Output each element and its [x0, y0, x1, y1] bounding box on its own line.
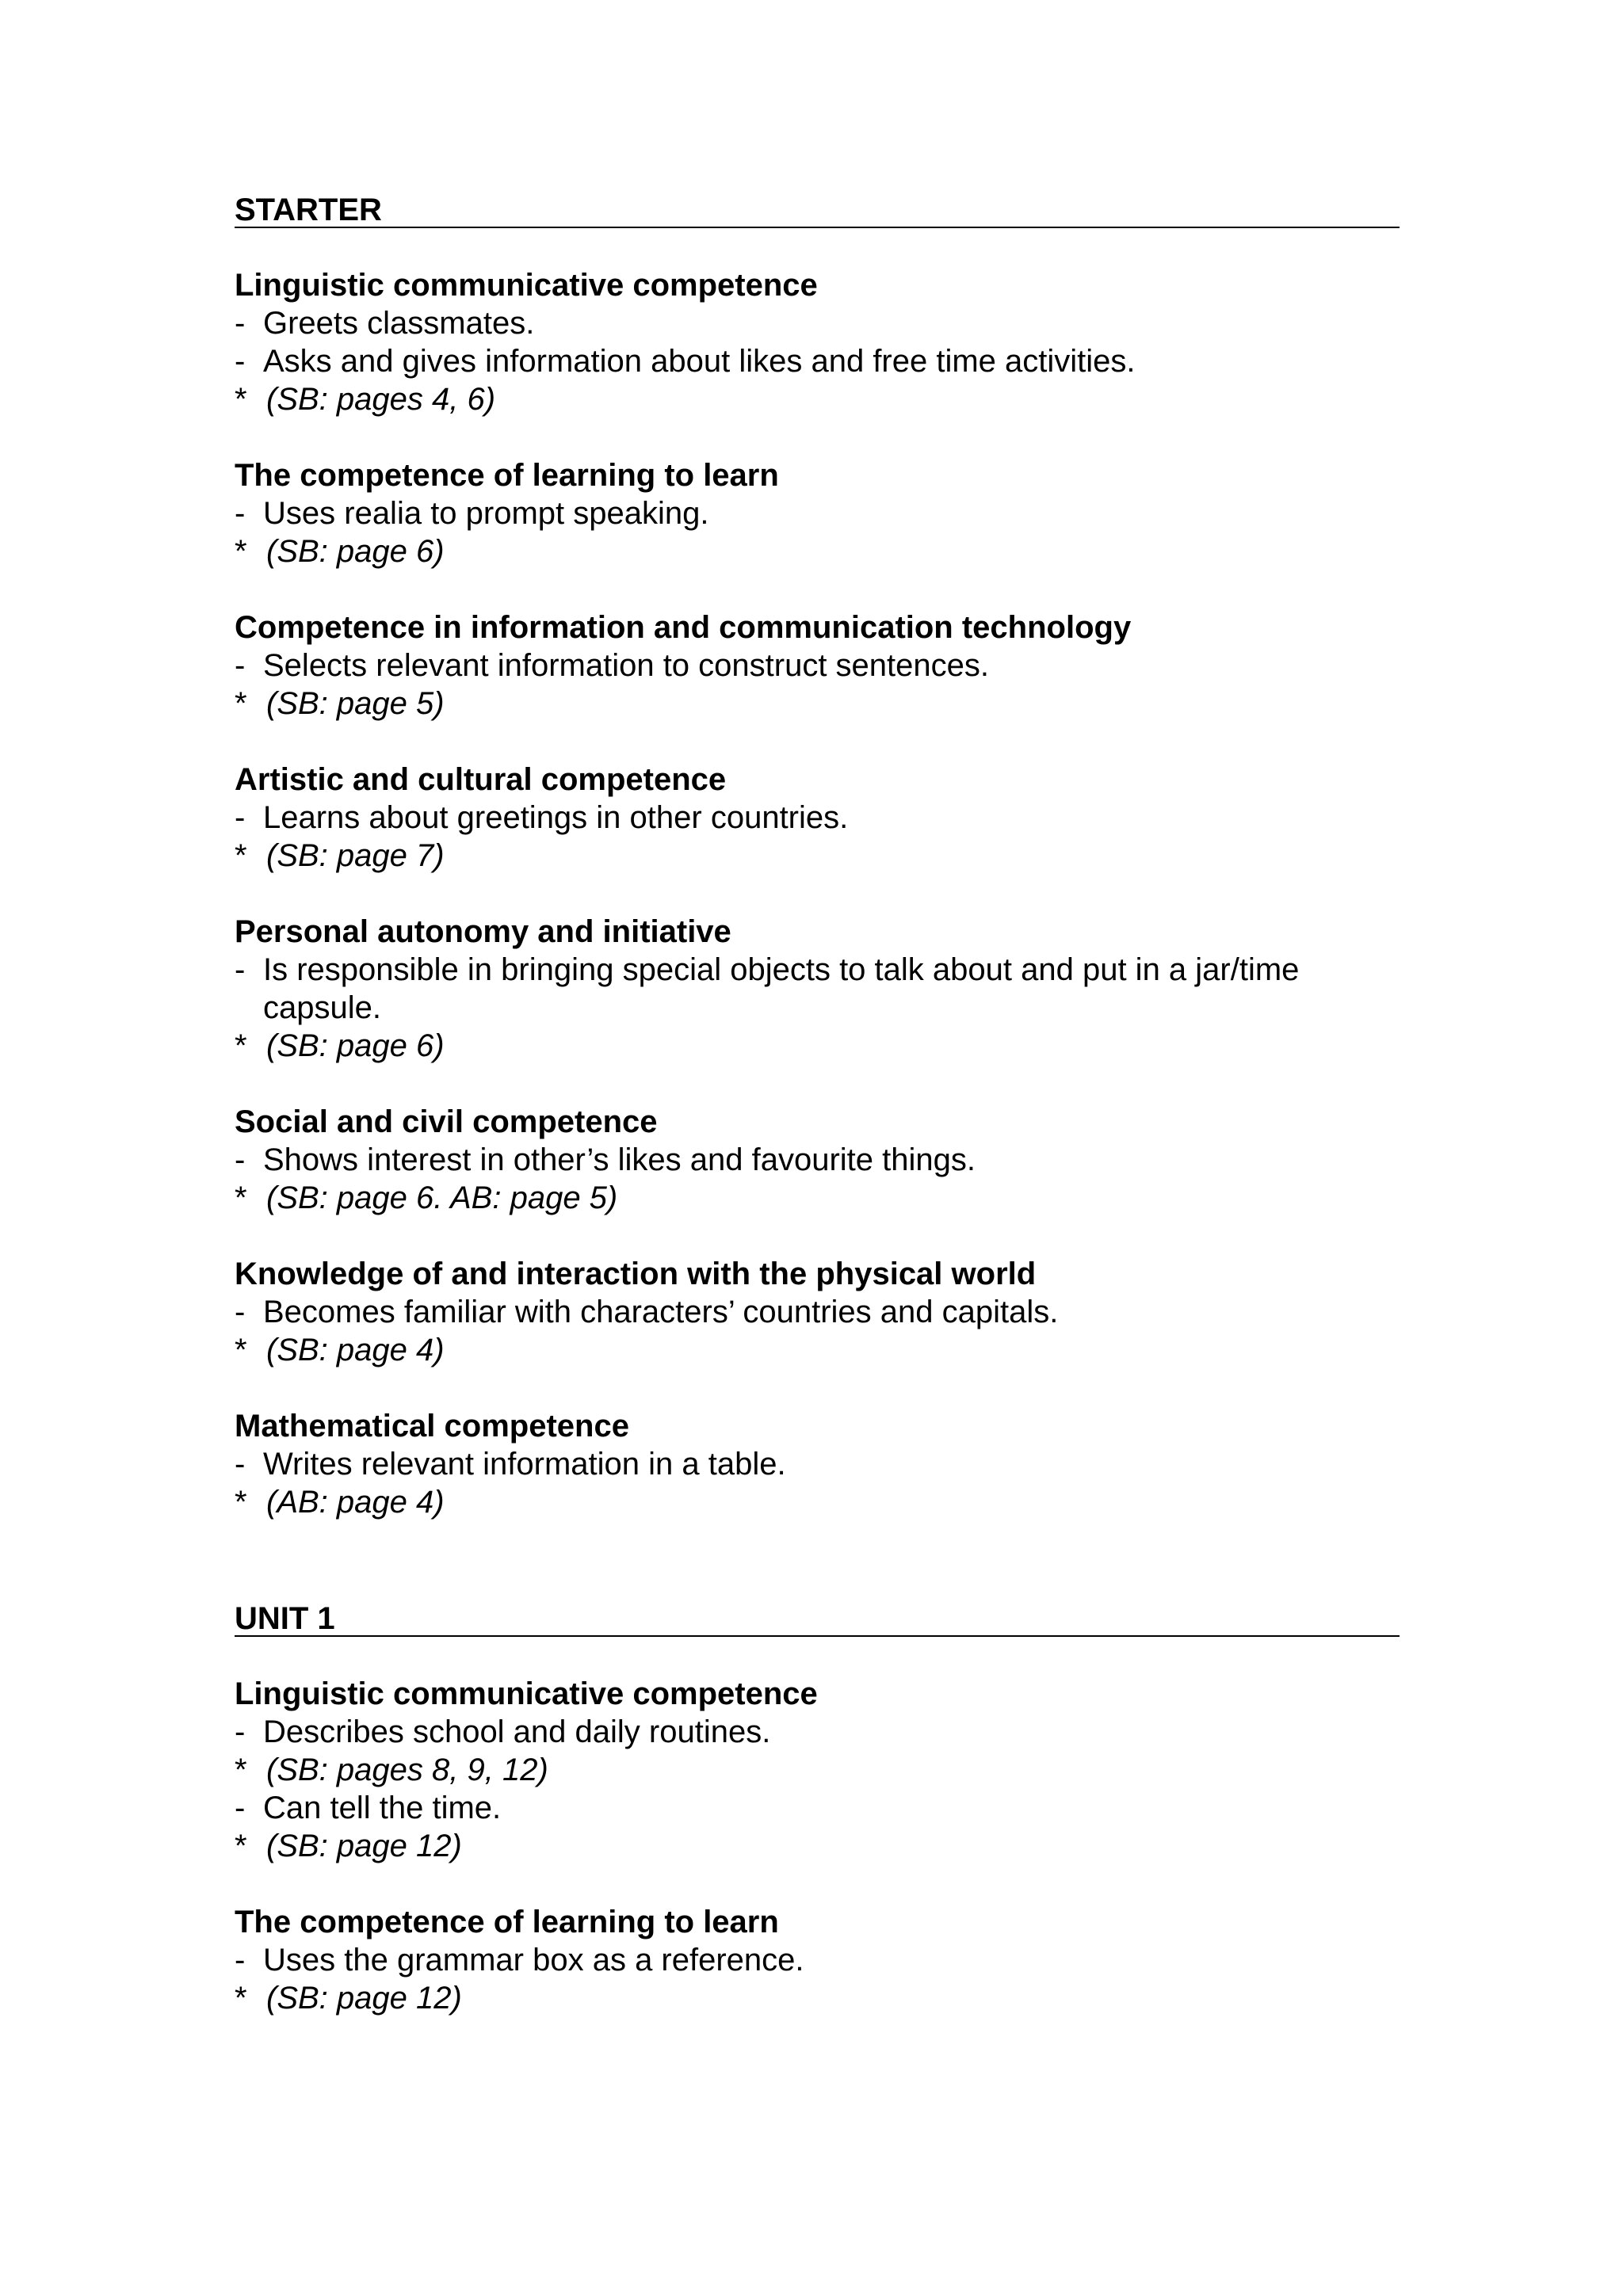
dash-marker: - — [235, 952, 246, 987]
competence-heading: Linguistic communicative competence — [235, 268, 818, 303]
unit-block — [235, 1597, 1400, 2017]
item-text: Is responsible in bringing special objects to talk about and put in a jar/time capsule. — [263, 952, 1300, 1025]
asterisk-marker: * — [235, 1981, 247, 2016]
reference-text: (SB: page 7) — [266, 838, 445, 873]
reference-text: (SB: page 6) — [266, 1028, 445, 1063]
competence-section — [235, 1103, 1400, 1217]
item-text: Greets classmates. — [263, 306, 535, 341]
competence-heading: Mathematical competence — [235, 1409, 629, 1444]
item-text: Becomes familiar with characters’ countries and capitals. — [263, 1295, 1059, 1329]
list-item — [235, 646, 1400, 685]
competence-heading: The competence of learning to learn — [235, 458, 779, 493]
document-body — [235, 189, 1400, 2055]
list-item — [235, 1141, 1400, 1179]
dash-marker: - — [235, 306, 246, 341]
dash-marker: - — [235, 1142, 246, 1177]
list-item — [235, 342, 1400, 380]
page-reference — [235, 1331, 1400, 1369]
competence-section — [235, 1255, 1400, 1369]
page-reference — [235, 1827, 1400, 1865]
list-item — [235, 1789, 1400, 1827]
competence-heading: Artistic and cultural competence — [235, 762, 727, 797]
asterisk-marker: * — [235, 1333, 247, 1367]
item-text: Describes school and daily routines. — [263, 1714, 771, 1749]
reference-text: (SB: page 12) — [266, 1829, 462, 1863]
asterisk-marker: * — [235, 534, 247, 569]
reference-text: (SB: page 12) — [266, 1981, 462, 2016]
item-text: Can tell the time. — [263, 1791, 502, 1825]
list-item — [235, 1293, 1400, 1331]
dash-marker: - — [235, 1791, 246, 1825]
dash-marker: - — [235, 1447, 246, 1482]
competence-section — [235, 266, 1400, 418]
page-reference — [235, 837, 1400, 875]
reference-text: (SB: page 5) — [266, 686, 445, 721]
asterisk-marker: * — [235, 838, 247, 873]
competence-heading: Linguistic communicative competence — [235, 1676, 818, 1711]
asterisk-marker: * — [235, 1753, 247, 1787]
reference-text: (SB: pages 4, 6) — [266, 382, 496, 417]
competence-section — [235, 608, 1400, 723]
page-reference — [235, 532, 1400, 570]
list-item — [235, 1941, 1400, 1979]
page-reference — [235, 1751, 1400, 1789]
list-item — [235, 1445, 1400, 1483]
competence-section — [235, 1903, 1400, 2017]
dash-marker: - — [235, 1943, 246, 1978]
reference-text: (AB: page 4) — [266, 1485, 445, 1520]
competence-section — [235, 456, 1400, 570]
dash-marker: - — [235, 800, 246, 835]
page-reference — [235, 380, 1400, 418]
item-text: Learns about greetings in other countries. — [263, 800, 849, 835]
unit-title: UNIT 1 — [235, 1597, 1400, 1637]
list-item — [235, 799, 1400, 837]
item-text: Uses realia to prompt speaking. — [263, 496, 709, 531]
asterisk-marker: * — [235, 1180, 247, 1215]
competence-section — [235, 1407, 1400, 1521]
list-item — [235, 304, 1400, 342]
reference-text: (SB: pages 8, 9, 12) — [266, 1753, 548, 1787]
unit-title: STARTER — [235, 189, 1400, 228]
page-reference — [235, 1027, 1400, 1065]
dash-marker: - — [235, 496, 246, 531]
reference-text: (SB: page 6. AB: page 5) — [266, 1180, 618, 1215]
item-text: Selects relevant information to construct sentences. — [263, 648, 990, 683]
page-reference — [235, 1483, 1400, 1521]
competence-section — [235, 913, 1400, 1065]
competence-heading: Social and civil competence — [235, 1104, 658, 1139]
page-reference — [235, 685, 1400, 723]
unit-block — [235, 189, 1400, 1521]
competence-section — [235, 761, 1400, 875]
competence-section — [235, 1675, 1400, 1865]
dash-marker: - — [235, 1714, 246, 1749]
list-item — [235, 494, 1400, 532]
list-item — [235, 951, 1400, 1027]
reference-text: (SB: page 4) — [266, 1333, 445, 1367]
asterisk-marker: * — [235, 1829, 247, 1863]
asterisk-marker: * — [235, 1485, 247, 1520]
competence-heading: Knowledge of and interaction with the physical world — [235, 1257, 1037, 1291]
dash-marker: - — [235, 1295, 246, 1329]
list-item — [235, 1713, 1400, 1751]
competence-heading: Personal autonomy and initiative — [235, 914, 731, 949]
page-reference — [235, 1979, 1400, 2017]
dash-marker: - — [235, 344, 246, 379]
reference-text: (SB: page 6) — [266, 534, 445, 569]
item-text: Shows interest in other’s likes and favourite things. — [263, 1142, 976, 1177]
item-text: Asks and gives information about likes and free time activities. — [263, 344, 1136, 379]
item-text: Uses the grammar box as a reference. — [263, 1943, 804, 1978]
competence-heading: Competence in information and communication technology — [235, 610, 1132, 645]
asterisk-marker: * — [235, 1028, 247, 1063]
competence-heading: The competence of learning to learn — [235, 1905, 779, 1939]
asterisk-marker: * — [235, 382, 247, 417]
item-text: Writes relevant information in a table. — [263, 1447, 786, 1482]
dash-marker: - — [235, 648, 246, 683]
asterisk-marker: * — [235, 686, 247, 721]
page-reference — [235, 1179, 1400, 1217]
